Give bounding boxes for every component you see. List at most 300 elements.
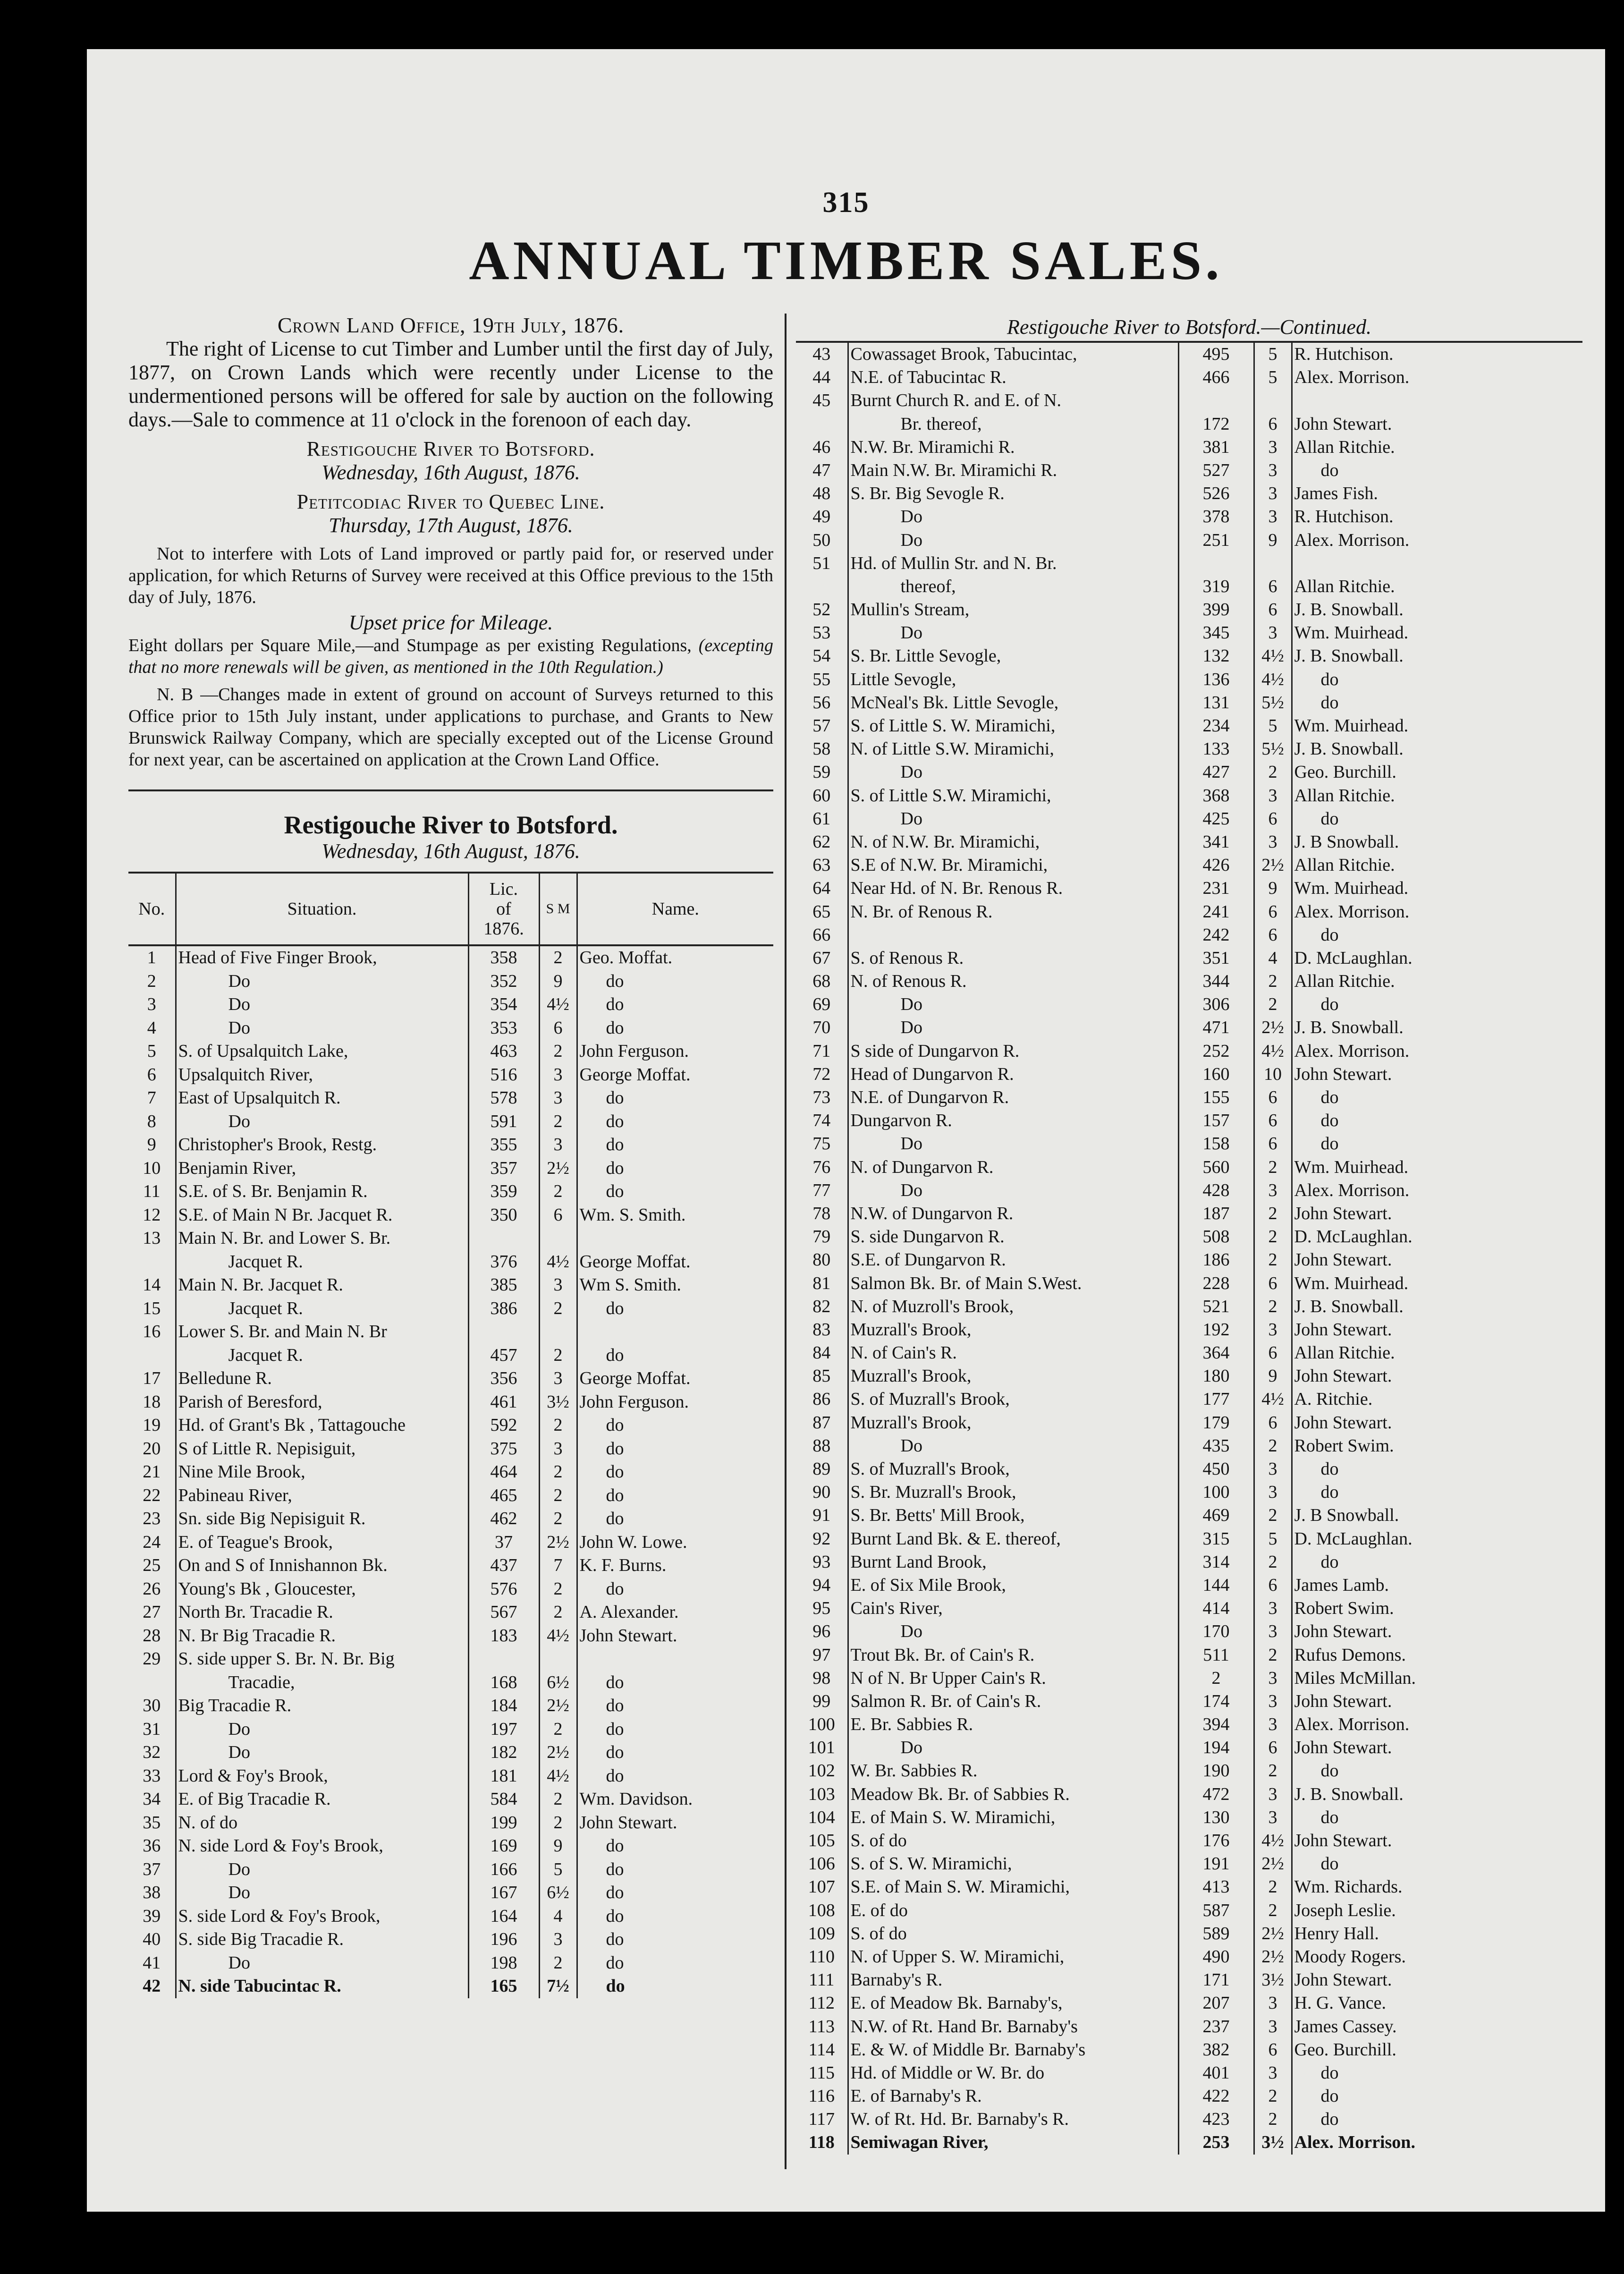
table-row <box>796 436 1582 459</box>
row-name: J. B. Snowball. <box>1292 645 1582 668</box>
row-situation: Mullin's Stream, <box>848 598 1178 621</box>
row-name: John Stewart. <box>1292 413 1582 436</box>
row-situation: Do <box>848 1016 1178 1039</box>
row-name: do <box>577 1718 773 1741</box>
row-square-miles: 2 <box>1254 761 1292 784</box>
row-number: 60 <box>812 785 831 806</box>
row-license: 495 <box>1178 343 1254 366</box>
row-number: 39 <box>143 1906 161 1926</box>
row-name: John Stewart. <box>1292 1063 1582 1086</box>
row-square-miles: 2 <box>539 1578 577 1601</box>
row-square-miles: 3 <box>1254 1481 1292 1504</box>
row-name: do <box>577 1110 773 1134</box>
row-situation: Do <box>848 505 1178 528</box>
row-number: 83 <box>812 1319 831 1340</box>
row-name: Miles McMillan. <box>1292 1667 1582 1690</box>
row-number: 93 <box>812 1552 831 1572</box>
row-name: do <box>577 1834 773 1858</box>
table-row <box>128 1367 773 1391</box>
row-number: 104 <box>808 1807 835 1827</box>
row-license <box>1178 389 1254 412</box>
table-row <box>796 1852 1582 1875</box>
row-name: do <box>577 1017 773 1040</box>
row-situation: Jacquet R. <box>176 1250 468 1274</box>
row-name: James Lamb. <box>1292 1574 1582 1597</box>
row-number: 110 <box>808 1946 835 1967</box>
row-number: 100 <box>808 1714 835 1735</box>
row-number: 103 <box>808 1784 835 1804</box>
table-row <box>796 1295 1582 1318</box>
row-square-miles: 3 <box>1254 1597 1292 1620</box>
table-row <box>796 1945 1582 1969</box>
row-license: 207 <box>1178 1992 1254 2015</box>
row-square-miles: 3 <box>539 1437 577 1461</box>
row-square-miles: 3 <box>1254 1667 1292 1690</box>
notice-body: The right of License to cut Timber and Lumber until the first day of July, 1877, on Crown Lands which were recently under License to the undermentioned persons will be offered for sale by auction on the following days.—Sale to commence at 11 o'clock in the forenoon of each day. <box>128 337 773 431</box>
row-square-miles: 3½ <box>539 1391 577 1414</box>
table-row <box>796 482 1582 505</box>
row-situation: S.E. of Main S. W. Miramichi, <box>848 1875 1178 1899</box>
row-square-miles: 2 <box>1254 1202 1292 1225</box>
row-name: John Ferguson. <box>577 1040 773 1063</box>
row-situation: N. of Upper S. W. Miramichi, <box>848 1945 1178 1969</box>
row-square-miles: 2½ <box>539 1157 577 1180</box>
row-number: 67 <box>812 948 831 968</box>
row-number <box>796 575 848 598</box>
table-row <box>128 1531 773 1554</box>
sale1-place: Restigouche River to Botsford. <box>306 437 595 460</box>
row-name <box>577 1227 773 1250</box>
row-situation: Muzrall's Brook, <box>848 1411 1178 1434</box>
row-square-miles: 3 <box>1254 505 1292 528</box>
table-row <box>796 1644 1582 1667</box>
row-situation: Do <box>848 1179 1178 1202</box>
row-situation: E. & W. of Middle Br. Barnaby's <box>848 2038 1178 2062</box>
row-license: 183 <box>468 1624 539 1648</box>
row-name: do <box>577 1578 773 1601</box>
row-square-miles: 3½ <box>1254 1969 1292 1992</box>
row-number: 99 <box>812 1691 831 1711</box>
row-license: 345 <box>1178 621 1254 645</box>
row-name: do <box>577 1671 773 1695</box>
row-name: do <box>1292 1759 1582 1782</box>
row-license: 428 <box>1178 1179 1254 1202</box>
row-square-miles: 6 <box>1254 1109 1292 1132</box>
row-number: 3 <box>147 994 156 1014</box>
table-row <box>128 1063 773 1087</box>
row-license: 199 <box>468 1811 539 1835</box>
row-situation: N. of Cain's R. <box>848 1341 1178 1365</box>
row-square-miles: 7½ <box>539 1975 577 1998</box>
row-square-miles: 5 <box>1254 714 1292 738</box>
table-row <box>796 668 1582 691</box>
row-number: 46 <box>812 437 831 457</box>
row-square-miles: 3 <box>1254 1179 1292 1202</box>
row-license: 184 <box>468 1694 539 1718</box>
row-square-miles: 2 <box>539 1180 577 1204</box>
row-number: 55 <box>812 669 831 689</box>
table-row <box>128 1204 773 1227</box>
row-name <box>577 1320 773 1344</box>
row-name: do <box>1292 1806 1582 1829</box>
row-name: John Stewart. <box>577 1624 773 1648</box>
document-page <box>87 49 1605 2212</box>
table-row <box>128 1671 773 1695</box>
row-situation: E. of Main S. W. Miramichi, <box>848 1806 1178 1829</box>
row-name: do <box>577 1694 773 1718</box>
table-row <box>796 2038 1582 2062</box>
row-square-miles: 10 <box>1254 1063 1292 1086</box>
row-name: do <box>1292 691 1582 714</box>
row-square-miles: 4 <box>1254 947 1292 970</box>
table-row <box>796 1086 1582 1109</box>
row-number: 36 <box>143 1836 161 1856</box>
row-square-miles: 4½ <box>1254 668 1292 691</box>
row-number: 25 <box>143 1555 161 1575</box>
row-number: 8 <box>147 1111 156 1131</box>
table-row <box>796 831 1582 854</box>
table-row <box>796 645 1582 668</box>
row-license <box>468 1227 539 1250</box>
row-license: 385 <box>468 1273 539 1297</box>
row-number: 84 <box>812 1343 831 1363</box>
row-number: 53 <box>812 623 831 643</box>
row-situation: Salmon Bk. Br. of Main S.West. <box>848 1272 1178 1295</box>
row-number: 26 <box>143 1578 161 1599</box>
nb-note: N. B —Changes made in extent of ground on account of Surveys returned to this Office prior to 15th July instant, under applications to purchase, and Grants to New Brunswick Railway Company, which are specially excepted out of the License Ground for next year, can be ascertained on application at the Crown Land Office. <box>128 685 773 770</box>
row-square-miles: 3 <box>539 1928 577 1952</box>
row-license: 136 <box>1178 668 1254 691</box>
row-situation: Semiwagan River, <box>848 2131 1178 2154</box>
row-square-miles: 4 <box>539 1905 577 1928</box>
row-license: 306 <box>1178 993 1254 1016</box>
upset-text-main: Eight dollars per Square Mile,—and Stumpage as per existing Regulations, <box>128 636 692 655</box>
row-name: Robert Swim. <box>1292 1434 1582 1458</box>
row-license: 160 <box>1178 1063 1254 1086</box>
row-situation: N.E. of Dungarvon R. <box>848 1086 1178 1109</box>
table-row <box>128 1905 773 1928</box>
table-row <box>796 1248 1582 1272</box>
row-square-miles: 5½ <box>1254 691 1292 714</box>
table-row <box>796 343 1582 366</box>
row-license: 578 <box>468 1086 539 1110</box>
row-license: 172 <box>1178 413 1254 436</box>
row-square-miles: 6 <box>539 1017 577 1040</box>
row-situation: Br. thereof, <box>848 413 1178 436</box>
row-number: 94 <box>812 1575 831 1595</box>
table-row <box>796 1922 1582 1945</box>
row-situation: Meadow Bk. Br. of Sabbies R. <box>848 1783 1178 1806</box>
row-number: 19 <box>143 1415 161 1435</box>
row-square-miles: 6 <box>539 1204 577 1227</box>
table-row <box>128 1507 773 1531</box>
row-number: 14 <box>143 1275 161 1295</box>
table-row <box>128 1624 773 1648</box>
row-square-miles: 3 <box>1254 1713 1292 1736</box>
row-license: 560 <box>1178 1156 1254 1179</box>
row-license: 242 <box>1178 924 1254 947</box>
row-name: John Stewart. <box>1292 1248 1582 1272</box>
row-name: J. B. Snowball. <box>1292 598 1582 621</box>
table-row <box>128 1881 773 1905</box>
row-situation: S. Br. Big Sevogle R. <box>848 482 1178 505</box>
row-situation: Parish of Beresford, <box>176 1391 468 1414</box>
row-license: 584 <box>468 1788 539 1811</box>
row-square-miles: 3 <box>1254 482 1292 505</box>
row-name: do <box>577 1765 773 1788</box>
row-situation: S. side Dungarvon R. <box>848 1225 1178 1248</box>
row-situation: Muzrall's Brook, <box>848 1318 1178 1341</box>
row-situation: S.E. of Dungarvon R. <box>848 1248 1178 1272</box>
row-square-miles: 3 <box>1254 1783 1292 1806</box>
table-row <box>128 1297 773 1321</box>
continued-title: Restigouche River to Botsford.—Continued. <box>796 314 1582 343</box>
row-license: 490 <box>1178 1945 1254 1969</box>
row-license: 394 <box>1178 1713 1254 1736</box>
row-license: 508 <box>1178 1225 1254 1248</box>
row-license: 423 <box>1178 2108 1254 2131</box>
row-square-miles: 2 <box>1254 1759 1292 1782</box>
row-license: 144 <box>1178 1574 1254 1597</box>
table-row <box>796 529 1582 552</box>
upset-text <box>128 635 773 678</box>
row-number: 111 <box>809 1970 835 1990</box>
table-row <box>796 621 1582 645</box>
row-number: 92 <box>812 1528 831 1549</box>
table-row <box>796 1667 1582 1690</box>
row-situation: Pabineau River, <box>176 1484 468 1508</box>
row-license: 413 <box>1178 1875 1254 1899</box>
row-square-miles: 6 <box>1254 413 1292 436</box>
table-row <box>128 1110 773 1134</box>
table-row <box>128 1601 773 1624</box>
row-situation: Salmon R. Br. of Cain's R. <box>848 1690 1178 1713</box>
table-row <box>796 1736 1582 1759</box>
row-license: 425 <box>1178 807 1254 831</box>
row-situation: Do <box>176 970 468 993</box>
row-square-miles: 3 <box>539 1063 577 1087</box>
right-column <box>796 314 1582 2155</box>
row-square-miles: 2 <box>1254 1295 1292 1318</box>
table-row <box>796 1527 1582 1551</box>
row-number: 52 <box>812 600 831 620</box>
row-license: 165 <box>468 1975 539 1998</box>
row-number: 66 <box>812 925 831 945</box>
table-row <box>128 1437 773 1461</box>
row-situation: E. of Barnaby's R. <box>848 2085 1178 2108</box>
table-row <box>128 1484 773 1508</box>
row-square-miles: 2½ <box>1254 854 1292 877</box>
header-name: Name. <box>577 873 773 945</box>
row-situation: North Br. Tracadie R. <box>176 1601 468 1624</box>
row-license: 191 <box>1178 1852 1254 1875</box>
table-row <box>796 1597 1582 1620</box>
table-row <box>128 1320 773 1344</box>
row-name: Moody Rogers. <box>1292 1945 1582 1969</box>
row-number <box>128 1671 176 1695</box>
row-license: 399 <box>1178 598 1254 621</box>
row-number: 82 <box>812 1296 831 1316</box>
row-license: 352 <box>468 970 539 993</box>
row-name: do <box>1292 1852 1582 1875</box>
row-license: 155 <box>1178 1086 1254 1109</box>
row-number: 16 <box>143 1322 161 1341</box>
row-situation: Main N. Br. Jacquet R. <box>176 1273 468 1297</box>
row-number <box>128 1344 176 1367</box>
row-name: Wm S. Smith. <box>577 1273 773 1297</box>
row-number: 75 <box>812 1134 831 1154</box>
row-name: do <box>577 970 773 993</box>
row-number: 4 <box>147 1018 156 1038</box>
row-name: R. Hutchison. <box>1292 505 1582 528</box>
row-license: 253 <box>1178 2131 1254 2154</box>
table-row <box>796 1992 1582 2015</box>
header-sm: S M <box>539 873 577 945</box>
row-situation: Do <box>848 993 1178 1016</box>
row-name: do <box>577 1157 773 1180</box>
row-square-miles: 3 <box>539 1367 577 1391</box>
table-row <box>796 1202 1582 1225</box>
row-name: Allan Ritchie. <box>1292 436 1582 459</box>
row-name: do <box>1292 668 1582 691</box>
row-situation: Do <box>848 761 1178 784</box>
table-row <box>128 1414 773 1437</box>
row-license: 179 <box>1178 1411 1254 1434</box>
table-row <box>128 1180 773 1204</box>
row-situation: Muzrall's Brook, <box>848 1365 1178 1388</box>
row-square-miles: 3 <box>1254 436 1292 459</box>
table-row <box>796 900 1582 924</box>
row-square-miles: 3 <box>1254 1806 1292 1829</box>
row-situation: S. of S. W. Miramichi, <box>848 1852 1178 1875</box>
row-number: 43 <box>812 344 831 364</box>
table-row <box>796 1156 1582 1179</box>
row-square-miles: 6 <box>1254 598 1292 621</box>
table-row <box>128 1554 773 1578</box>
row-name: J. B. Snowball. <box>1292 1783 1582 1806</box>
table-row <box>796 413 1582 436</box>
row-situation: E. of Six Mile Brook, <box>848 1574 1178 1597</box>
row-name: Alex. Morrison. <box>1292 900 1582 924</box>
row-name: do <box>577 1414 773 1437</box>
row-situation: Upsalquitch River, <box>176 1063 468 1087</box>
table-row <box>796 598 1582 621</box>
table-row <box>128 1250 773 1274</box>
table-row <box>796 784 1582 807</box>
table-row <box>128 1344 773 1367</box>
row-square-miles: 5 <box>1254 1527 1292 1551</box>
row-license: 314 <box>1178 1551 1254 1574</box>
row-situation: N.W. Br. Miramichi R. <box>848 436 1178 459</box>
row-square-miles: 6 <box>1254 1736 1292 1759</box>
row-square-miles: 2 <box>1254 1899 1292 1922</box>
row-number: 7 <box>147 1088 156 1108</box>
row-square-miles: 6 <box>1254 1341 1292 1365</box>
row-license <box>468 1320 539 1344</box>
row-name: John W. Lowe. <box>577 1531 773 1554</box>
row-situation: Dungarvon R. <box>848 1109 1178 1132</box>
table-row <box>796 1551 1582 1574</box>
table-row <box>796 924 1582 947</box>
row-square-miles: 6 <box>1254 900 1292 924</box>
table-row <box>796 1434 1582 1458</box>
row-square-miles: 3 <box>539 1133 577 1157</box>
row-license: 358 <box>468 945 539 970</box>
table-row <box>128 1273 773 1297</box>
row-license: 465 <box>468 1484 539 1508</box>
row-situation: Do <box>176 1881 468 1905</box>
row-number: 105 <box>808 1831 835 1850</box>
row-square-miles: 3 <box>1254 831 1292 854</box>
row-name: John Stewart. <box>1292 1365 1582 1388</box>
table-row <box>128 1460 773 1484</box>
row-name: James Cassey. <box>1292 2015 1582 2038</box>
row-square-miles: 2½ <box>1254 1852 1292 1875</box>
row-number: 11 <box>143 1181 161 1201</box>
sale1-date: Wednesday, 16th August, 1876. <box>321 461 580 484</box>
table-row <box>796 366 1582 389</box>
row-license: 181 <box>468 1765 539 1788</box>
table-row <box>796 1063 1582 1086</box>
table-row <box>128 1157 773 1180</box>
row-name: D. McLaughlan. <box>1292 1527 1582 1551</box>
row-square-miles: 2 <box>1254 1248 1292 1272</box>
row-situation: Do <box>176 1017 468 1040</box>
row-license: 176 <box>1178 1829 1254 1852</box>
row-license: 466 <box>1178 366 1254 389</box>
row-name: Wm. Muirhead. <box>1292 1156 1582 1179</box>
row-name <box>1292 552 1582 575</box>
row-number: 112 <box>808 1993 835 2013</box>
row-square-miles: 4½ <box>539 1624 577 1648</box>
row-square-miles: 6 <box>1254 1574 1292 1597</box>
table-row <box>796 807 1582 831</box>
row-situation: Young's Bk , Gloucester, <box>176 1578 468 1601</box>
row-license: 592 <box>468 1414 539 1437</box>
row-number: 72 <box>812 1064 831 1084</box>
row-situation: S of Little R. Nepisiguit, <box>176 1437 468 1461</box>
row-name: do <box>1292 807 1582 831</box>
header-situation: Situation. <box>176 873 468 945</box>
row-number: 54 <box>812 646 831 666</box>
row-number: 77 <box>812 1180 831 1200</box>
row-situation: N.E. of Tabucintac R. <box>848 366 1178 389</box>
row-name: J. B Snowball. <box>1292 831 1582 854</box>
row-square-miles: 5½ <box>1254 738 1292 761</box>
row-situation: Belledune R. <box>176 1367 468 1391</box>
row-name: Geo. Burchill. <box>1292 761 1582 784</box>
row-number: 49 <box>812 507 831 527</box>
row-situation: W. Br. Sabbies R. <box>848 1759 1178 1782</box>
table-row <box>128 945 773 970</box>
row-license: 376 <box>468 1250 539 1274</box>
table-row <box>796 1759 1582 1782</box>
row-license: 567 <box>468 1601 539 1624</box>
row-number: 108 <box>808 1900 835 1920</box>
row-name: Rufus Demons. <box>1292 1644 1582 1667</box>
row-name: Robert Swim. <box>1292 1597 1582 1620</box>
row-number: 113 <box>808 2016 835 2036</box>
row-situation: N. Br. of Renous R. <box>848 900 1178 924</box>
row-number: 50 <box>812 530 831 550</box>
row-situation: Near Hd. of N. Br. Renous R. <box>848 877 1178 900</box>
row-number: 68 <box>812 971 831 992</box>
row-number: 38 <box>143 1883 161 1902</box>
row-license: 241 <box>1178 900 1254 924</box>
row-number: 86 <box>812 1389 831 1409</box>
row-square-miles: 2 <box>1254 2108 1292 2131</box>
row-number <box>128 1250 176 1274</box>
